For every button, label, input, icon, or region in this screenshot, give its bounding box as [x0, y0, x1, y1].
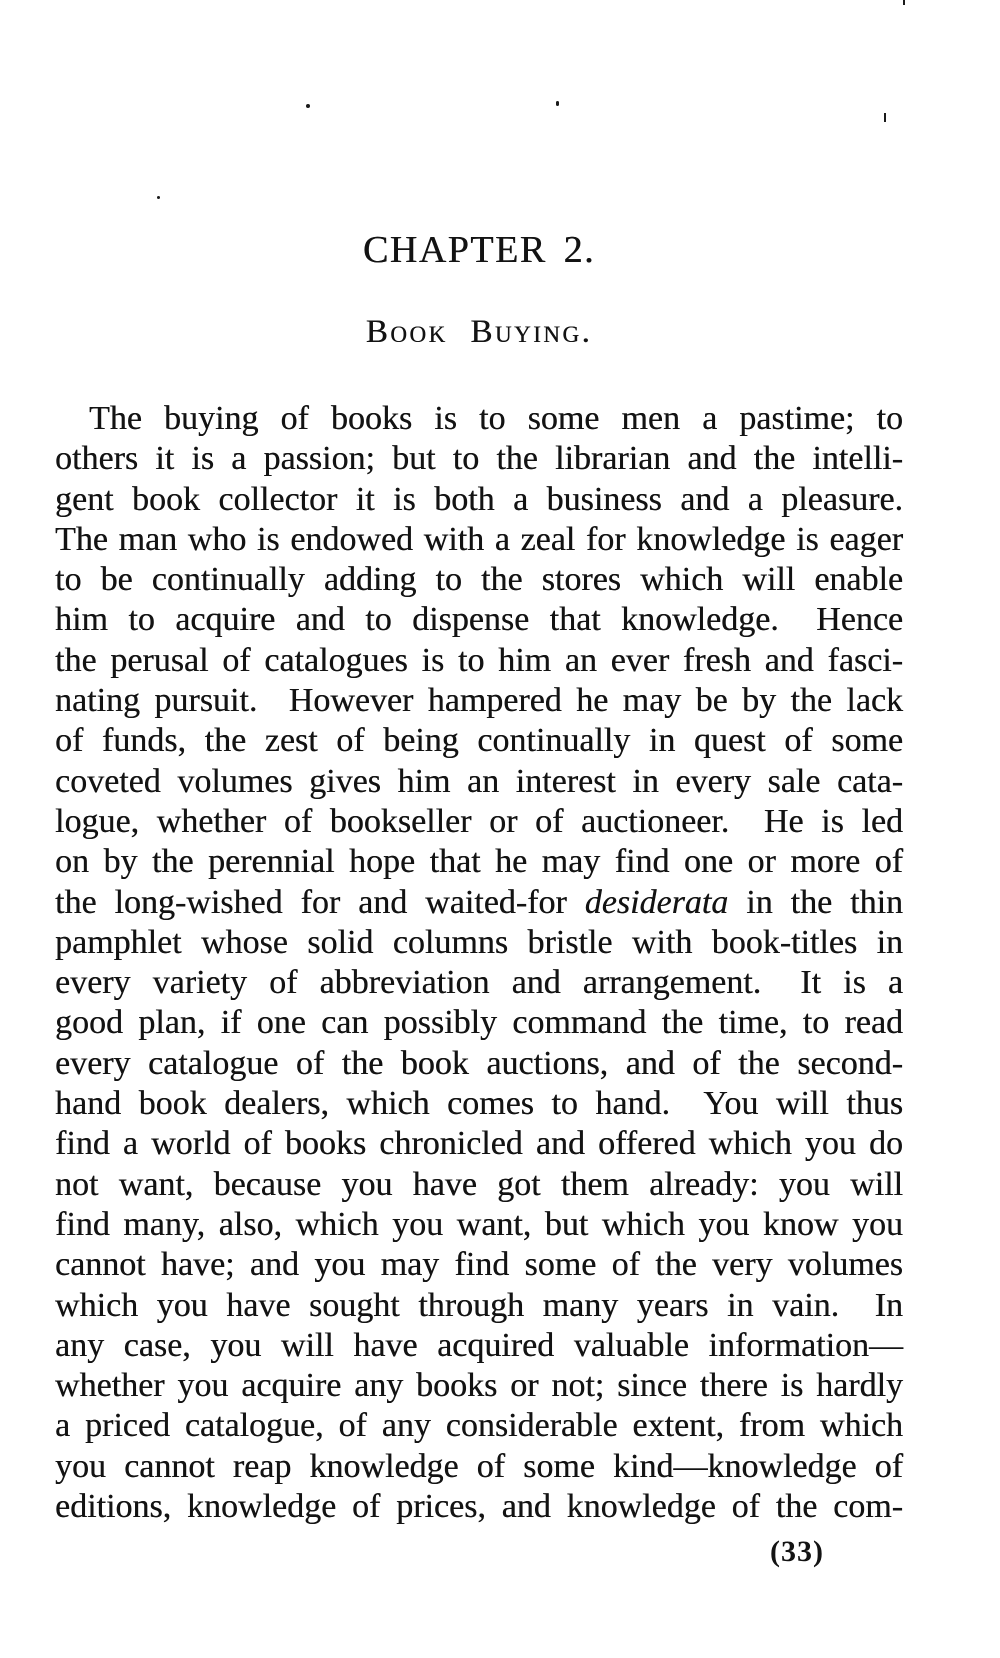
body-line: others it is a passion; but to the librarian and the intelli- — [55, 440, 903, 478]
body-line: coveted volumes gives him an interest in every sale cata- — [55, 762, 903, 800]
body-line: find a world of books chronicled and offered which you do — [55, 1125, 903, 1163]
section-heading: Book Buying. — [365, 314, 593, 350]
page-number: (33) — [770, 1535, 824, 1568]
body-line: on by the perennial hope that he may find one or more of — [55, 843, 903, 881]
chapter-heading: CHAPTER 2. — [362, 229, 596, 271]
body-line: good plan, if one can possibly command the time, to read — [55, 1004, 903, 1042]
body-line: you cannot reap knowledge of some kind—knowledge of — [55, 1447, 903, 1485]
scan-speck — [306, 104, 310, 108]
scan-speck — [884, 113, 886, 122]
body-line: which you have sought through many years in vain. In — [55, 1286, 903, 1324]
body-line: The buying of books is to some men a pastime; to — [89, 400, 903, 437]
body-line: him to acquire and to dispense that knowledge. Hence — [55, 601, 903, 639]
body-line: to be continually adding to the stores which will enable — [55, 561, 903, 599]
body-line: cannot have; and you may find some of the very volumes — [55, 1246, 903, 1284]
scan-speck — [556, 101, 559, 106]
scan-speck — [903, 0, 905, 5]
body-line: pamphlet whose solid columns bristle with book-titles in — [55, 923, 903, 961]
body-text — [55, 399, 903, 1527]
body-line: find many, also, which you want, but which you know you — [55, 1205, 903, 1243]
body-line: of funds, the zest of being continually in quest of some — [55, 722, 903, 760]
body-line: hand book dealers, which comes to hand. You will thus — [55, 1085, 903, 1123]
body-line: logue, whether of bookseller or of auctioneer. He is led — [55, 802, 903, 840]
body-line: every variety of abbreviation and arrangement. It is a — [55, 964, 903, 1002]
body-line: the long-wished for and waited-for desiderata in the thin — [55, 883, 903, 921]
body-line: any case, you will have acquired valuable information— — [55, 1326, 903, 1364]
body-line: nating pursuit. However hampered he may be by the lack — [55, 682, 903, 720]
body-line: whether you acquire any books or not; since there is hardly — [55, 1367, 903, 1405]
body-line: the perusal of catalogues is to him an ever fresh and fasci- — [55, 641, 903, 679]
body-line: editions, knowledge of prices, and knowledge of the com- — [55, 1488, 903, 1526]
body-line: gent book collector it is both a business and a pleasure. — [55, 480, 903, 518]
body-line: a priced catalogue, of any considerable extent, from which — [55, 1407, 903, 1445]
body-line: The man who is endowed with a zeal for knowledge is eager — [55, 520, 903, 558]
scan-speck — [157, 196, 160, 199]
body-line: not want, because you have got them already: you will — [55, 1165, 903, 1203]
body-line: every catalogue of the book auctions, and of the second- — [55, 1044, 903, 1082]
